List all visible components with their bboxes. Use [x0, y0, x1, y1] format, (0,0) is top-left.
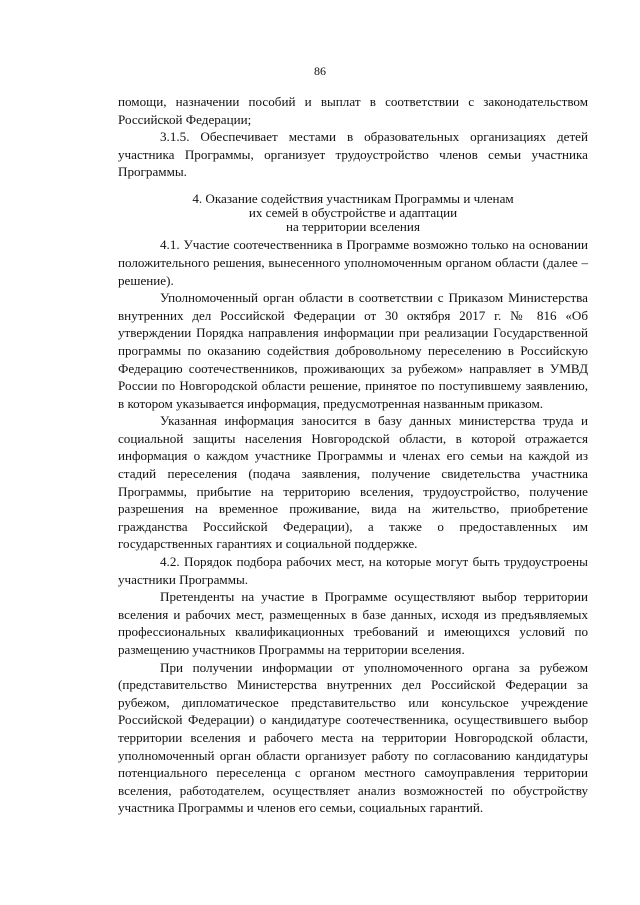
paragraph-database: Указанная информация заносится в базу данных министерства труда и социальной защиты населения Новгородской области, в которой отражается информация о каждом участнике Программы и членах его семьи на каждой из стадий переселения (подача заявления, получение свидетельства участника Программы, прибытие на территорию вселения, трудоустройство, получение разрешения на временное проживание, вида на жительство, приобретение гражданства Российской Федерации), а также о предоставленных им государственных гарантиях и социальной поддержке. [118, 413, 588, 552]
section-heading-line-1: 4. Оказание содействия участникам Программы и членам [192, 190, 514, 206]
paragraph-4-2: 4.2. Порядок подбора рабочих мест, на которые могут быть трудоустроены участники Программы. [118, 554, 588, 587]
section-heading-line-3: на территории вселения [286, 218, 420, 234]
section-heading-line-2: их семей в обустройстве и адаптации [248, 204, 458, 220]
paragraph-authorized-organ: Уполномоченный орган области в соответствии с Приказом Министерства внутренних дел Российской Федерации от 30 октября 2017 г. № 816 «Об утверждении Порядка направления информации при реализации Государственной программы по оказанию содействия добровольному переселению в Российскую Федерацию соотечественников, проживающих за рубежом» направляет в УМВД России по Новгородской области решение, принятое по поступившему заявлению, в котором указывается информация, предусмотренная названным приказом. [118, 290, 588, 411]
paragraph-applicants: Претенденты на участие в Программе осуществляют выбор территории вселения и рабочих мест, размещенных в базе данных, исходя из предъявляемых профессиональных квалификационных требований и имеющихся условий по размещению участников Программы на территории вселения. [118, 589, 588, 658]
section-heading [118, 192, 588, 233]
page-number: 86 [314, 64, 326, 78]
paragraph-4-1: 4.1. Участие соотечественника в Программе возможно только на основании положительного решения, вынесенного уполномоченным органом области (далее – решение). [118, 237, 588, 288]
document-body [118, 93, 588, 817]
paragraph-continuation: помощи, назначении пособий и выплат в соответствии с законодательством Российской Федерации; [118, 94, 588, 127]
paragraph-receiving-info: При получении информации от уполномоченного органа за рубежом (представительство Министерства внутренних дел Российской Федерации за рубежом, дипломатическое представительство или консульское учреждение Российской Федерации) о кандидатуре соотечественника, осуществившего выбор территории вселения и рабочего места на территории Новгородской области, уполномоченный орган области организует работу по согласованию кандидатуры потенциального переселенца с органом местного самоуправления территории вселения, работодателем, осуществляет анализ возможностей по обустройству участника Программы и членов его семьи, социальных гарантий. [118, 659, 588, 816]
paragraph-3-1-5: 3.1.5. Обеспечивает местами в образовательных организациях детей участника Программы, организует трудоустройство членов семьи участника Программы. [118, 129, 588, 180]
